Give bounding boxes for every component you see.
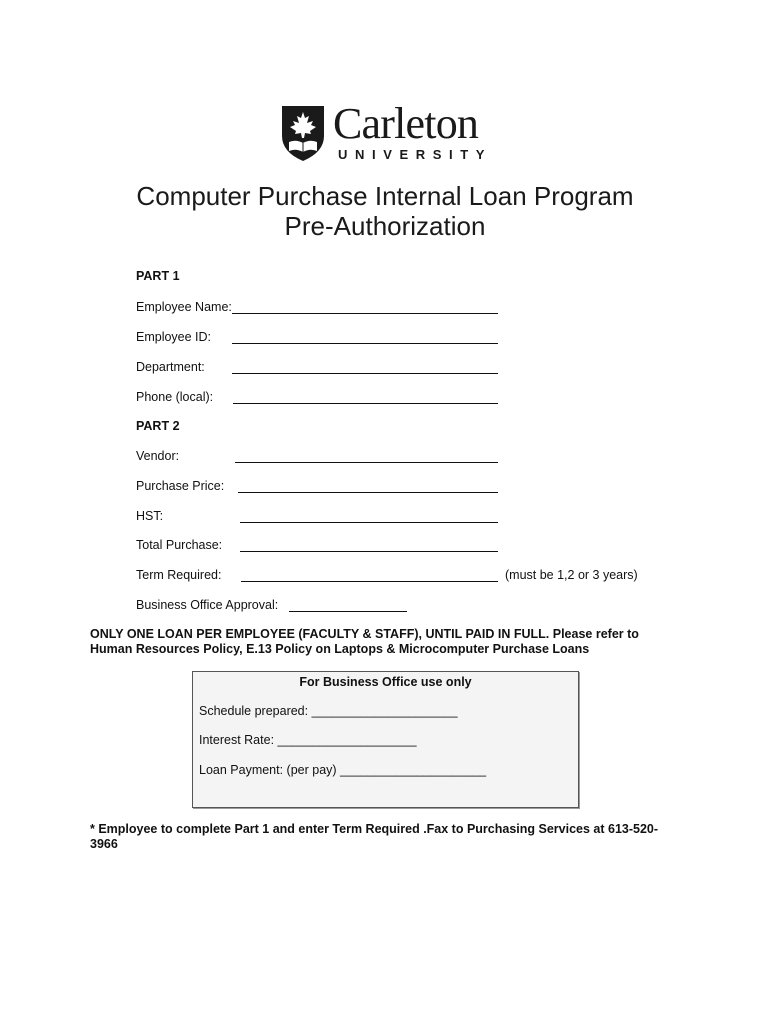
- footnote: * Employee to complete Part 1 and enter Term Required .Fax to Purchasing Services at 613-520-3966: [90, 822, 659, 851]
- policy-notice: ONLY ONE LOAN PER EMPLOYEE (FACULTY & STAFF), UNTIL PAID IN FULL. Please refer to Human Resources Policy, E.13 Policy on Laptops & Microcomputer Purchase Loans: [90, 627, 639, 656]
- employee-id-label: Employee ID:: [136, 330, 212, 344]
- total-purchase-field[interactable]: [240, 551, 498, 552]
- phone-label: Phone (local):: [136, 390, 214, 404]
- vendor-field[interactable]: [235, 462, 498, 463]
- business-office-approval-label: Business Office Approval:: [136, 598, 279, 612]
- total-purchase-label: Total Purchase:: [136, 538, 223, 552]
- hst-field[interactable]: [240, 522, 498, 523]
- term-required-field[interactable]: [241, 581, 498, 582]
- employee-name-field[interactable]: [232, 313, 498, 314]
- phone-field[interactable]: [233, 403, 498, 404]
- part2-heading: PART 2: [136, 419, 180, 433]
- business-office-heading: For Business Office use only: [299, 675, 472, 689]
- term-note: (must be 1,2 or 3 years): [505, 568, 638, 582]
- term-required-label: Term Required:: [136, 568, 222, 582]
- schedule-prepared-field: Schedule prepared: _____________________: [199, 704, 458, 718]
- department-label: Department:: [136, 360, 205, 374]
- employee-name-label: Employee Name:: [136, 300, 232, 314]
- employee-id-field[interactable]: [232, 343, 498, 344]
- business-office-box: [192, 671, 579, 808]
- purchase-price-label: Purchase Price:: [136, 479, 225, 493]
- purchase-price-field[interactable]: [238, 492, 498, 493]
- department-field[interactable]: [232, 373, 498, 374]
- form-title: Computer Purchase Internal Loan Program: [136, 181, 634, 211]
- business-office-approval-field[interactable]: [289, 611, 407, 612]
- shield-maple-leaf-book-icon: [280, 104, 326, 162]
- interest-rate-field: Interest Rate: ____________________: [199, 733, 417, 747]
- form-subtitle: Pre-Authorization: [284, 211, 486, 241]
- logo-wordmark: Carleton: [333, 99, 479, 148]
- university-logo: [280, 99, 493, 164]
- logo-subtitle: UNIVERSITY: [338, 147, 493, 162]
- vendor-label: Vendor:: [136, 449, 180, 463]
- part1-heading: PART 1: [136, 269, 180, 283]
- loan-payment-field: Loan Payment: (per pay) _____________________: [199, 763, 487, 777]
- hst-label: HST:: [136, 509, 164, 523]
